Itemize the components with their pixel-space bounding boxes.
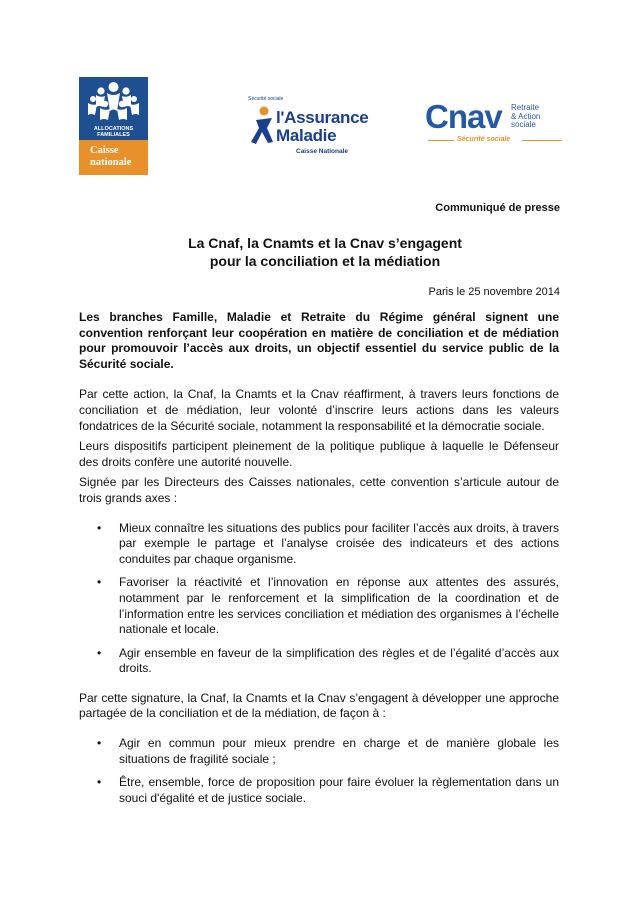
document-body	[79, 310, 559, 820]
list-item-text: Agir en commun pour mieux prendre en charge et de manière globale les situations de fragilité sociale ;	[119, 736, 559, 766]
running-figure-icon	[250, 104, 278, 148]
bullet-icon: •	[97, 575, 102, 590]
cnav-name: Cnav	[425, 98, 502, 135]
paragraph: Signée par les Directeurs des Caisses nationales, cette convention s’articule autour de trois grands axes :	[79, 475, 559, 505]
logo-bar	[0, 0, 638, 190]
list-item-text: Favoriser la réactivité et l’innovation en réponse aux attentes des assurés, notamment par le renforcement et la simplification de la coordination et de l’information entre les services conciliation et médiation des organismes à l’échelle nationale et locale.	[119, 575, 559, 637]
caf-figures-icon	[79, 77, 148, 125]
cnav-rule-right	[522, 140, 562, 141]
assurance-maladie-logo	[248, 96, 390, 158]
list-item	[79, 736, 559, 767]
bullet-icon: •	[97, 775, 102, 790]
list-item	[79, 646, 559, 677]
cnam-name-line1: l'Assurance	[276, 108, 369, 127]
list-item-text: Agir ensemble en faveur de la simplification des règles et de l’égalité d’accès aux droits.	[119, 645, 559, 676]
cnam-name-line2: Maladie	[276, 126, 337, 145]
document-title	[120, 234, 530, 270]
list-item	[79, 775, 559, 806]
cnav-logo	[425, 100, 565, 150]
list-item-text: Être, ensemble, force de proposition pour faire évoluer la règlementation dans un souci d'égalité et de justice sociale.	[119, 775, 559, 805]
cnav-side-text	[511, 104, 565, 130]
caf-line3: Caisse	[90, 145, 119, 156]
caf-line1: ALLOCATIONS	[93, 126, 134, 132]
cnam-tagline: Caisse Nationale	[296, 148, 349, 155]
bullet-icon: •	[97, 645, 102, 660]
list-item	[79, 521, 559, 568]
cnav-side-line3: sociale	[511, 120, 536, 129]
cnav-tagline: Sécurité sociale	[457, 136, 511, 143]
caf-subtitle	[79, 126, 148, 138]
lead-paragraph: Les branches Famille, Maladie et Retraite du Régime général signent une convention renforçant leur coopération en matière de conciliation et de médiation pour promouvoir l’accès aux droits, un objectif essentiel du service public de la Sécurité sociale.	[79, 310, 559, 371]
title-line1: La Cnaf, la Cnamts et la Cnav s’engagent	[188, 235, 462, 251]
title-line2: pour la conciliation et la médiation	[209, 253, 441, 269]
date-line: Paris le 25 novembre 2014	[428, 286, 560, 298]
cnav-rule-left	[428, 140, 454, 141]
bullet-icon: •	[97, 736, 102, 751]
caf-line4: nationale	[90, 157, 132, 168]
bullet-icon: •	[97, 520, 102, 535]
goals-list	[79, 736, 559, 806]
caf-logo	[79, 77, 148, 175]
list-item	[79, 575, 559, 637]
cnav-side-line1: Retraite	[511, 103, 540, 112]
caf-logo-top	[79, 77, 148, 140]
caf-line2: FAMILIALES	[97, 132, 130, 138]
paragraph: Leurs dispositifs participent pleinement de la politique publique à laquelle le Défenseur des droits confère une autorité nouvelle.	[79, 439, 559, 469]
list-item-text: Mieux connaître les situations des publics pour faciliter l’accès aux droits, à travers par exemple le partage et l’analyse croisée des indicateurs et des actions conduites par chaque organisme.	[119, 520, 559, 566]
cnam-arc-text: Sécurité sociale	[248, 96, 284, 102]
press-release-label: Communiqué de presse	[435, 202, 560, 214]
paragraph: Par cette signature, la Cnaf, la Cnamts et la Cnav s’engagent à développer une approche partagée de la conciliation et de la médiation, de façon à :	[79, 690, 559, 721]
paragraph: Par cette action, la Cnaf, la Cnamts et la Cnav réaffirment, à travers leurs fonctions de conciliation et de médiation, leur volonté d’inscrire leurs actions dans les valeurs fondatrices de la Sécurité sociale, notamment la responsabilité et la démocratie sociale.	[79, 387, 559, 433]
axes-list	[79, 521, 559, 677]
cnav-side-line2: & Action	[511, 111, 541, 121]
caf-logo-bottom	[79, 140, 148, 175]
